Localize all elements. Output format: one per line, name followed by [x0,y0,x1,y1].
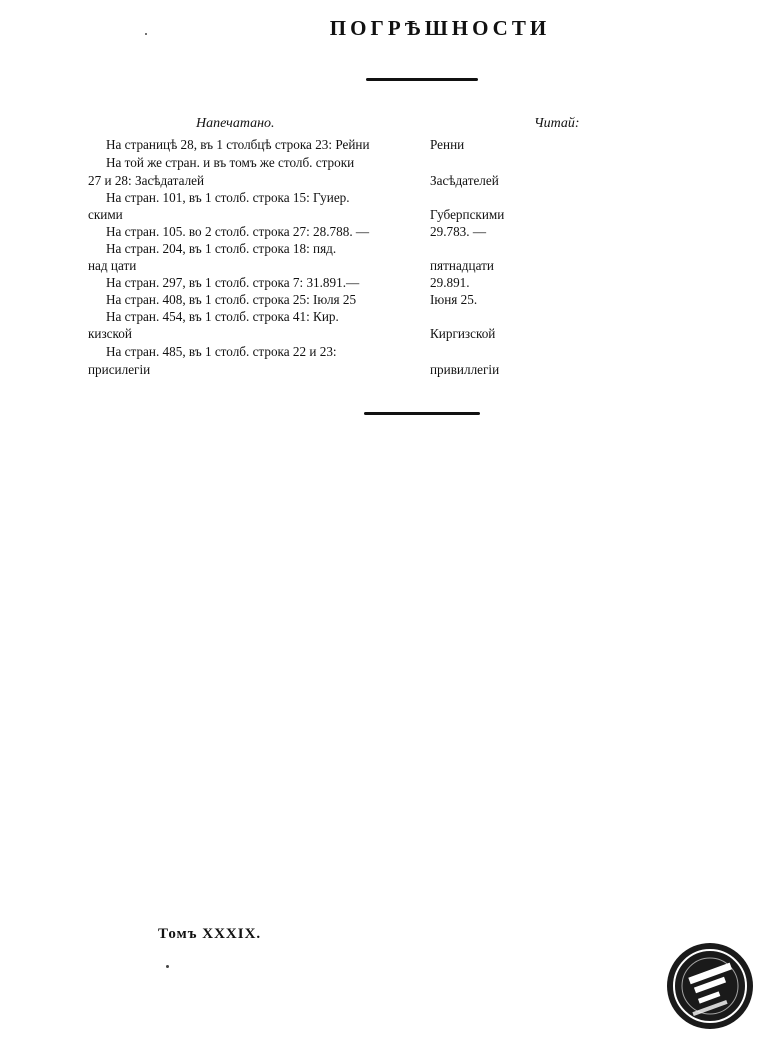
errata-line: кизской [88,326,132,341]
errata-correction: Губерпскими [430,207,505,222]
errata-line: На стран. 408, въ 1 столб. строка 25: Iюля 25 [106,292,357,307]
errata-line: На стран. 297, въ 1 столб. строка 7: 31.891.— [106,275,360,290]
errata-correction: Засѣдателей [430,173,499,188]
speck-dot [166,965,169,968]
library-stamp-icon [664,940,756,1032]
errata-line: На стран. 204, въ 1 столб. строка 18: пяд. [106,241,337,256]
page-title: ПОГРѢШНОСТИ [329,16,551,40]
errata-line: скими [88,207,123,222]
errata-correction: 29.783. — [430,224,487,239]
errata-line: На стран. 105. во 2 столб. строка 27: 28.788. — [106,224,370,239]
errata-correction: Ренни [430,137,465,152]
errata-line: На стран. 454, въ 1 столб. строка 41: Кир. [106,309,339,324]
errata-correction: привиллегiи [430,362,500,377]
errata-line: На стран. 101, въ 1 столб. строка 15: Гуиер. [106,190,350,205]
column-header-printed: Напечатано. [196,116,275,131]
top-rule [366,78,478,81]
errata-line: присилегiи [88,362,151,377]
errata-line: над цати [88,258,137,273]
errata-line: На стран. 485, въ 1 столб. строка 22 и 23: [106,344,337,359]
errata-correction: Киргизской [430,326,496,341]
errata-correction: Iюня 25. [430,292,478,307]
errata-line: На страницѣ 28, въ 1 столбцѣ строка 23: Рейни [106,137,370,152]
volume-footer: Томъ XXXIX. [158,926,262,942]
column-header-read: Читай: [534,116,580,131]
errata-line: На той же стран. и въ томъ же столб. строки [106,155,355,170]
speck-dot [145,33,147,35]
errata-correction: 29.891. [430,275,470,290]
bottom-rule [364,412,480,415]
errata-correction: пятнадцати [430,258,494,273]
errata-line: 27 и 28: Засѣдаталей [88,173,205,188]
